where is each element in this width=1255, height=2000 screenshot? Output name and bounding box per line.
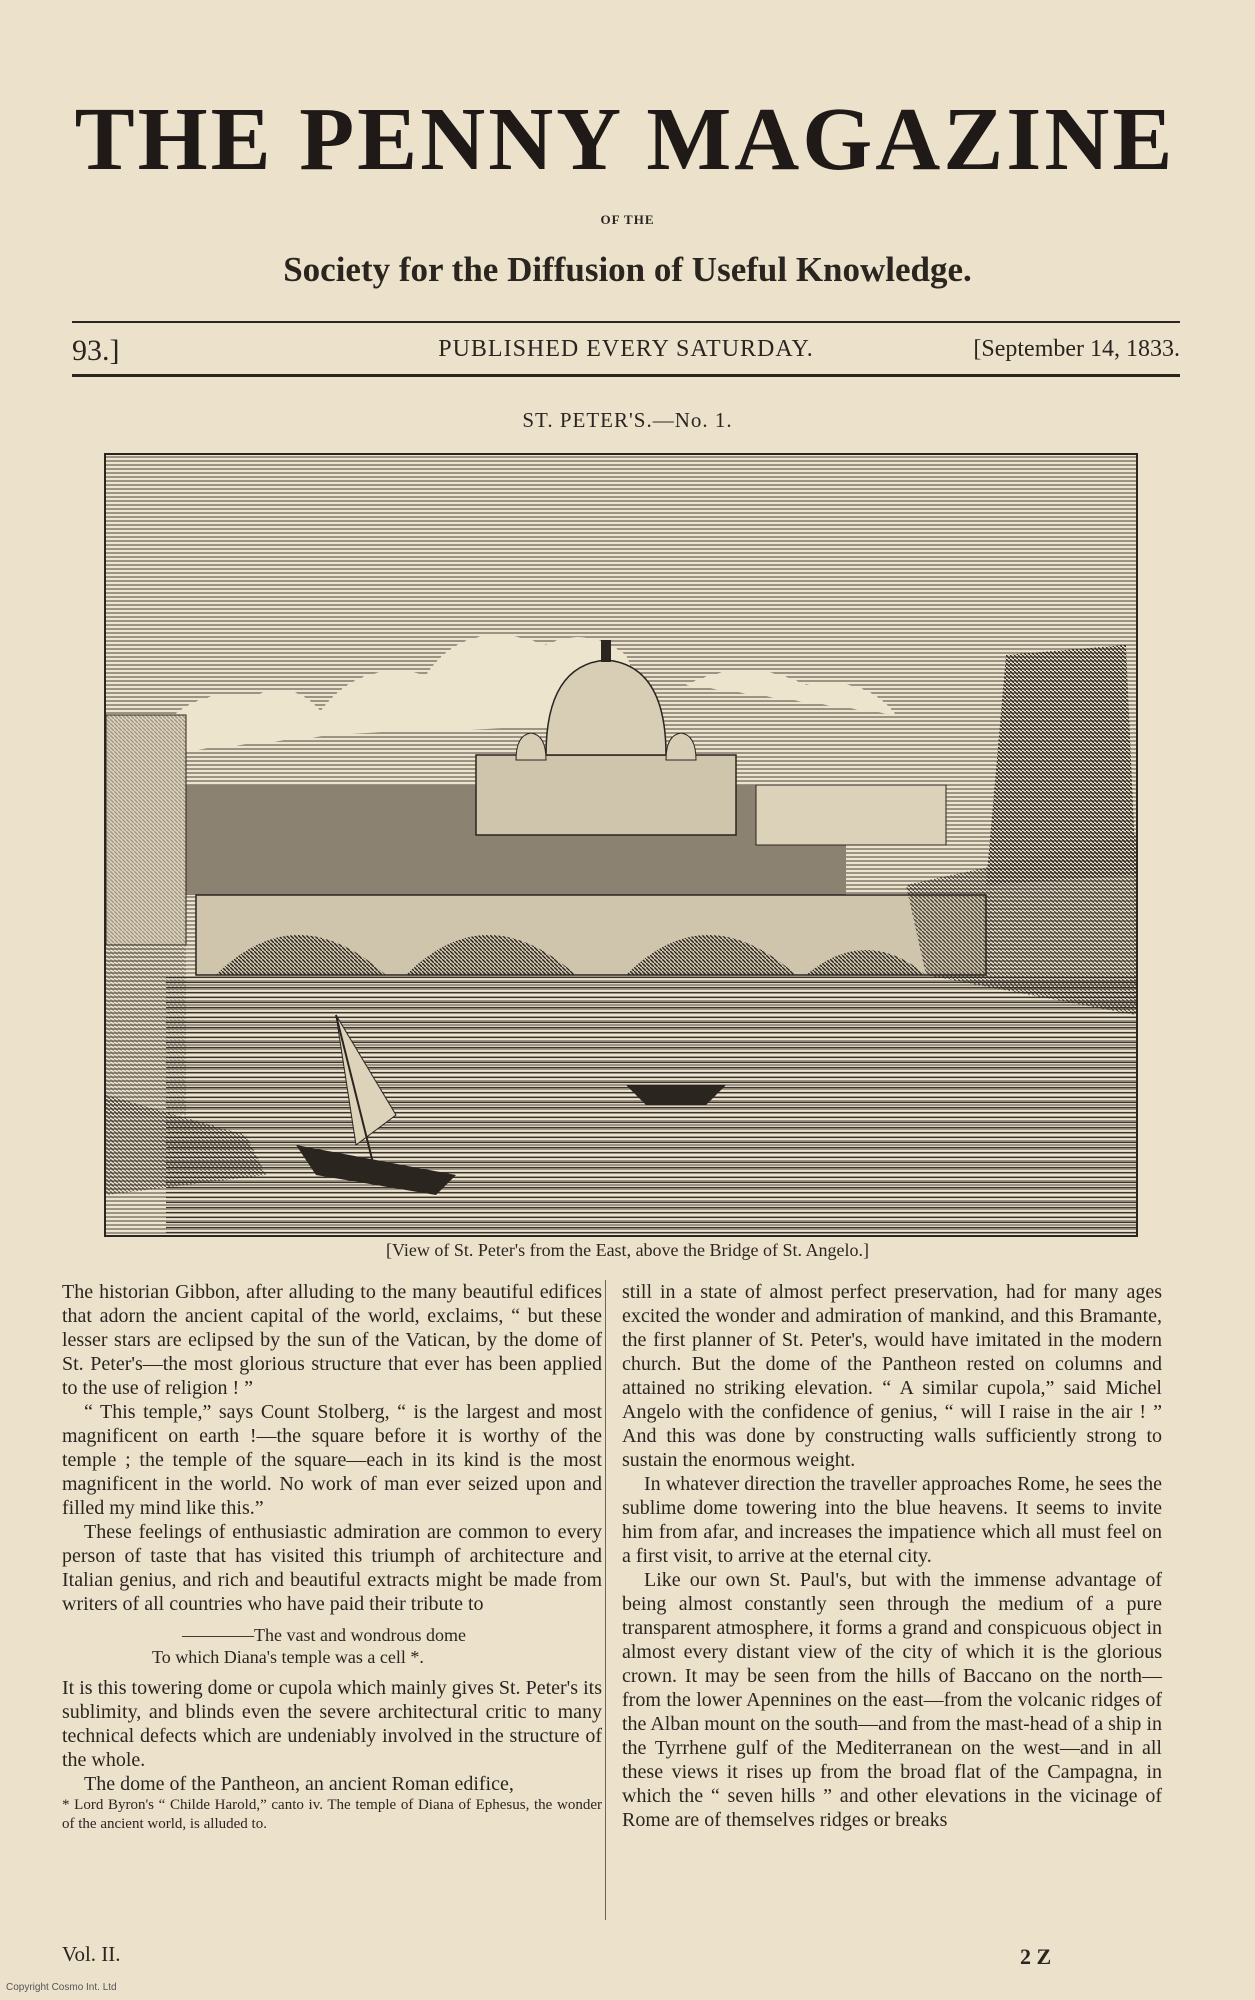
volume-marker: Vol. II. [62, 1942, 121, 1966]
signature-mark: 2 Z [1020, 1944, 1052, 1969]
masthead-of-the: OF THE [600, 212, 655, 227]
left-paragraph-3: These feelings of enthusiastic admiration are common to every person of taste that has visited this triumph of architecture and Italian genius, and rich and beautiful extracts might be made from writers of all countries who have paid their tribute to [62, 1521, 602, 1615]
issue-number: 93.] [72, 334, 120, 367]
masthead-society: Society for the Diffusion of Useful Knowledge. [283, 250, 972, 289]
article-title: ST. PETER'S.—No. 1. [522, 408, 733, 432]
right-column [622, 1280, 1162, 1832]
header-rule-top [72, 321, 1180, 323]
copyright-notice: Copyright Cosmo Int. Ltd [6, 1982, 117, 1993]
verse-line-2: To which Diana's temple was a cell *. [152, 1647, 424, 1667]
right-paragraph-3: Like our own St. Paul's, but with the immense advantage of being almost constantly seen through the medium of a pure transparent atmosphere, it forms a grand and conspicuous object in almost every distant view of the city of which it is the glorious crown. It may be seen from the hills of Baccano on the north—from the lower Apennines on the east—from the volcanic ridges of the Alban mount on the south—and from the mast-head of a ship in the Tyrrhene gulf of the Mediterranean on the west—and in all these views it rises up from the broad flat of the Campagna, in which the “ seven hills ” and other elevations in the vicinage of Rome are of themselves ridges or breaks [622, 1569, 1162, 1831]
engraving-caption: [View of St. Peter's from the East, above the Bridge of St. Angelo.] [385, 1240, 870, 1260]
verse-quote [102, 1624, 602, 1668]
engraving-st-peters [104, 453, 1138, 1237]
left-paragraph-4: It is this towering dome or cupola which mainly gives St. Peter's its sublimity, and blinds even the severe architectural critic to many technical defects which are undeniably involved in the structure of the whole. [62, 1677, 602, 1771]
left-paragraph-2: “ This temple,” says Count Stolberg, “ is the largest and most magnificent on earth !—the square before it is worthy of the temple ; the temple of the square—each in its kind is the most magnificent in the world. No work of man ever seized upon and filled my mind like this.” [62, 1401, 602, 1519]
masthead-title: THE PENNY MAGAZINE [74, 90, 1176, 189]
column-divider [605, 1280, 606, 1920]
issue-date: [September 14, 1833. [973, 336, 1180, 362]
left-paragraph-1: The historian Gibbon, after alluding to the many beautiful edifices that adorn the ancient capital of the world, exclaims, “ but these lesser stars are eclipsed by the sun of the Vatican, by the dome of St. Peter's—the most glorious structure that ever has been applied to the use of religion ! ” [62, 1281, 602, 1399]
issue-line [72, 334, 1180, 370]
right-paragraph-1: still in a state of almost perfect preservation, had for many ages excited the wonder and admiration of mankind, and this Bramante, the first planner of St. Peter's, would have imitated in the modern church. But the dome of the Pantheon rested on columns and attained no striking elevation. “ A similar cupola,” said Michel Angelo with the confidence of genius, “ will I raise in the air ! ” And this was done by constructing walls sufficiently strong to sustain the enormous weight. [622, 1281, 1162, 1471]
publication-frequency: PUBLISHED EVERY SATURDAY. [438, 336, 814, 362]
right-paragraph-2: In whatever direction the traveller approaches Rome, he sees the sublime dome towering into the blue heavens. It seems to invite him from afar, and increases the impatience which all must feel on a first visit, to arrive at the eternal city. [622, 1473, 1162, 1567]
footnote: * Lord Byron's “ Childe Harold,” canto iv. The temple of Diana of Ephesus, the wonder of the ancient world, is alluded to. [62, 1797, 602, 1832]
left-paragraph-5: The dome of the Pantheon, an ancient Roman edifice, [84, 1773, 514, 1795]
header-rule-bottom [72, 374, 1180, 377]
left-column [62, 1280, 602, 1834]
verse-line-1: ————The vast and wondrous dome [182, 1625, 466, 1645]
